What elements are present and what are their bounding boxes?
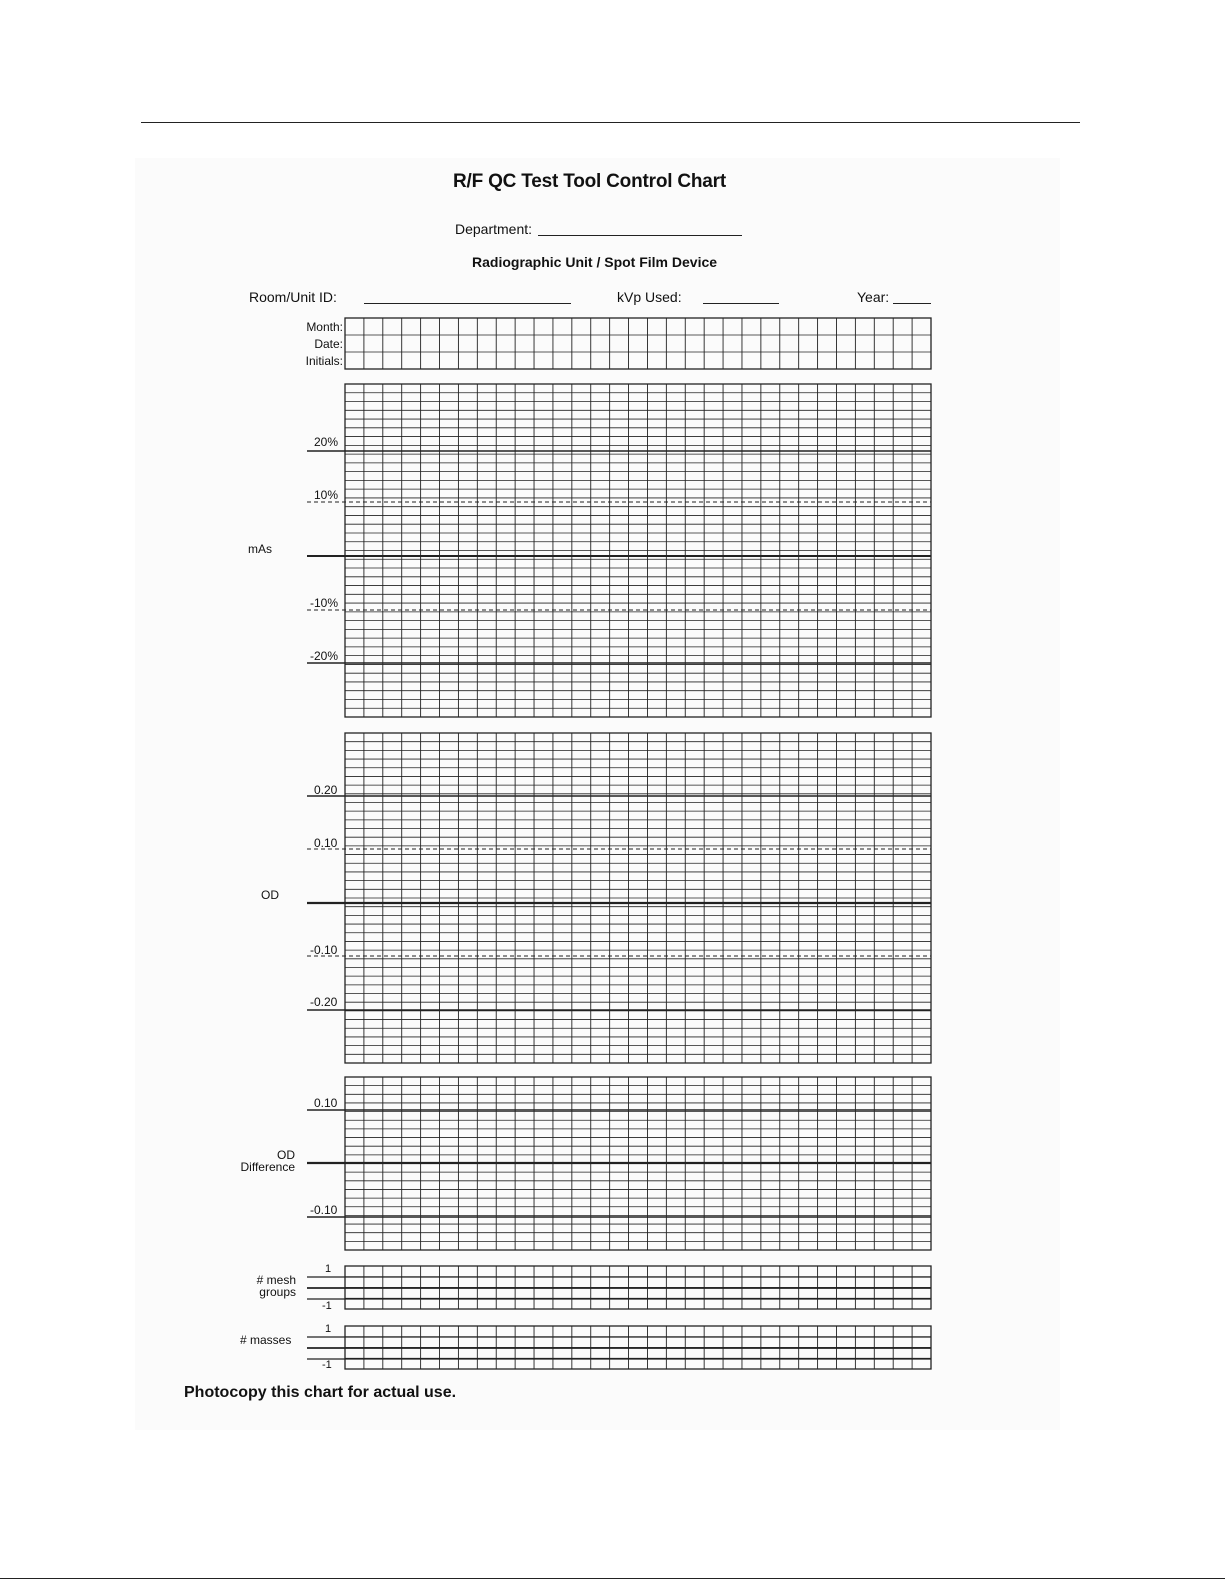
od-tick-minus-010: -0.10 [310,943,338,957]
bottom-rule [0,1578,1225,1579]
od-diff-tick-010: 0.10 [314,1096,338,1110]
page-title: R/F QC Test Tool Control Chart [453,171,726,192]
log-grid-frame [345,318,931,369]
od-difference-label-line2: Difference [240,1160,295,1174]
mas-tick-minus-10: -10% [310,596,339,610]
mesh-groups-label-line1: # mesh [256,1273,296,1287]
subtitle: Radiographic Unit / Spot Film Device [472,254,718,270]
mas-tick-20: 20% [314,435,339,449]
mesh-tick-1: 1 [325,1263,332,1275]
od-tick-minus-020: -0.20 [310,995,338,1009]
mas-label: mAs [248,542,272,556]
od-label: OD [261,888,279,902]
masses-tick-1: 1 [325,1323,332,1335]
room-unit-label: Room/Unit ID: [249,289,337,305]
od-difference-label-line1: OD [277,1148,295,1162]
masses-label: # masses [240,1333,292,1347]
mesh-tick-minus-1: -1 [322,1300,332,1312]
footer-note: Photocopy this chart for actual use. [184,1384,457,1401]
od-tick-010: 0.10 [314,836,338,850]
year-label: Year: [857,289,890,305]
masses-tick-minus-1: -1 [322,1359,332,1371]
month-row-label: Month: [306,320,343,334]
od-diff-tick-minus-010: -0.10 [310,1203,338,1217]
mas-tick-10: 10% [314,488,339,502]
department-label: Department: [455,221,533,237]
od-tick-020: 0.20 [314,783,338,797]
kvp-label: kVp Used: [617,289,682,305]
date-row-label: Date: [314,337,343,351]
initials-row-label: Initials: [305,354,343,368]
mesh-groups-label-line2: groups [259,1285,296,1299]
mas-tick-minus-20: -20% [310,649,339,663]
